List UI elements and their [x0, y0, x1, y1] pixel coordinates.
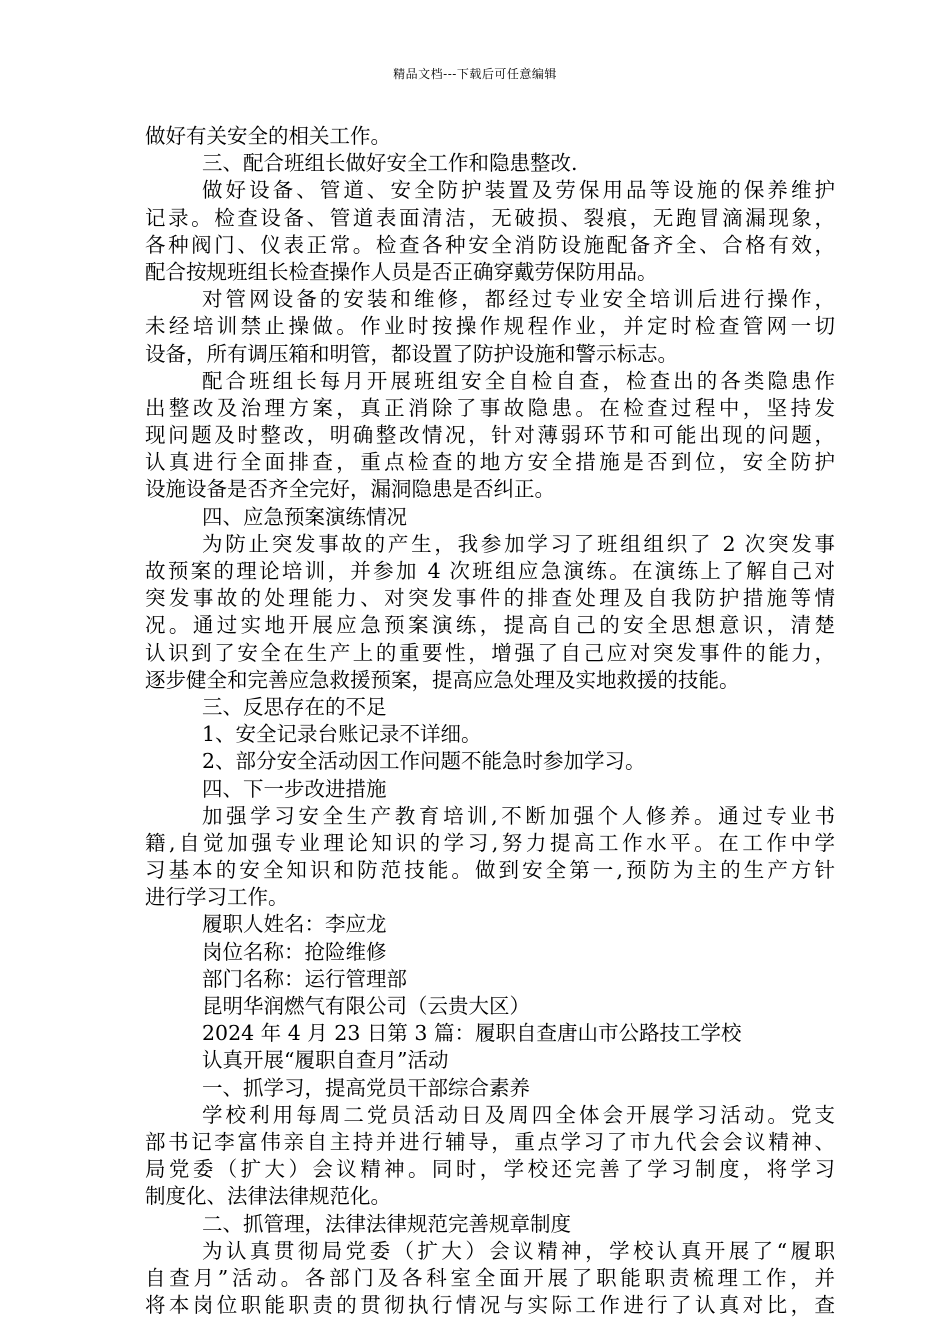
text-line: 岗位名称：抢险维修 [202, 939, 387, 964]
text-line: 制度化、法律法律规范化。 [145, 1184, 391, 1209]
text-line: 逐步健全和完善应急救援预案，提高应急处理及实地救援的技能。 [145, 667, 740, 692]
text-line: 履职人姓名：李应龙 [202, 912, 387, 937]
text-line: 认真进行全面排查，重点检查的地方安全措施是否到位，安全防护 [145, 450, 835, 475]
text-line: 为防止突发事故的产生，我参加学习了班组组织了 2 次突发事 [202, 531, 835, 556]
page-header: 精品文档---下载后可任意编辑 [393, 67, 557, 81]
text-line: 突发事故的处理能力、对突发事件的排查处理及自我防护措施等情 [145, 586, 835, 611]
text-line: 认识到了安全在生产上的重要性，增强了自己应对突发事件的能力， [145, 640, 835, 665]
text-line: 籍,自觉加强专业理论知识的学习,努力提高工作水平。在工作中学 [145, 830, 835, 855]
text-line: 对管网设备的安装和维修，都经过专业安全培训后进行操作， [202, 287, 835, 312]
text-line: 局党委（扩大）会议精神。同时，学校还完善了学习制度，将学习 [145, 1157, 835, 1182]
text-line: 部门名称：运行管理部 [202, 966, 407, 991]
text-line: 出整改及治理方案，真正消除了事故隐患。在检查过程中，坚持发 [145, 395, 835, 420]
text-line: 为认真贯彻局党委（扩大）会议精神，学校认真开展了“履职 [202, 1238, 835, 1263]
text-line: 配合按规班组长检查操作人员是否正确穿戴劳保防用品。 [145, 259, 658, 284]
text-line: 2、部分安全活动因工作问题不能急时参加学习。 [202, 749, 646, 774]
text-line: 习基本的安全知识和防范技能。做到安全第一,预防为主的生产方针 [145, 858, 835, 883]
text-line: 记录。检查设备、管道表面清洁，无破损、裂痕，无跑冒滴漏现象， [145, 205, 835, 230]
text-line: 加强学习安全生产教育培训,不断加强个人修养。通过专业书 [202, 803, 835, 828]
text-line: 认真开展“履职自查月”活动 [202, 1048, 449, 1073]
text-line: 做好设备、管道、安全防护装置及劳保用品等设施的保养维护 [202, 178, 835, 203]
text-line: 故预案的理论培训，并参加 4 次班组应急演练。在演练上了解自己对 [145, 559, 835, 583]
text-line: 三、配合班组长做好安全工作和隐患整改. [202, 151, 578, 176]
text-line: 昆明华润燃气有限公司（云贵大区） [202, 994, 530, 1018]
text-line: 各种阀门、仪表正常。检查各种安全消防设施配备齐全、合格有效， [145, 232, 835, 257]
text-line: 设施设备是否齐全完好，漏洞隐患是否纠正。 [145, 477, 555, 502]
text-line: 一、抓学习，提高党员干部综合素养 [202, 1075, 530, 1100]
text-line: 四、应急预案演练情况 [202, 504, 407, 529]
text-line: 未经培训禁止操做。作业时按操作规程作业，并定时检查管网一切 [145, 314, 835, 339]
document-body [145, 123, 835, 1319]
text-line: 二、抓管理，法律法律规范完善规章制度 [202, 1211, 571, 1236]
text-line: 四、下一步改进措施 [202, 776, 387, 801]
text-line: 配合班组长每月开展班组安全自检自查，检查出的各类隐患作 [202, 368, 835, 393]
text-line: 设备，所有调压箱和明管，都设置了防护设施和警示标志。 [145, 341, 678, 366]
text-line: 现问题及时整改，明确整改情况，针对薄弱环节和可能出现的问题， [145, 423, 835, 448]
text-line: 1、安全记录台账记录不详细。 [202, 722, 482, 747]
text-line: 三、反思存在的不足 [202, 694, 387, 719]
text-line: 自查月”活动。各部门及各科室全面开展了职能职责梳理工作，并 [145, 1265, 835, 1290]
text-line: 做好有关安全的相关工作。 [145, 124, 391, 148]
text-line: 进行学习工作。 [145, 885, 289, 910]
text-line: 将本岗位职能职责的贯彻执行情况与实际工作进行了认真对比，查 [145, 1293, 835, 1318]
text-line: 2024 年 4 月 23 日第 3 篇：履职自查唐山市公路技工学校 [202, 1021, 742, 1046]
text-line: 部书记李富伟亲自主持并进行辅导，重点学习了市九代会会议精神、 [145, 1129, 835, 1154]
text-line: 学校利用每周二党员活动日及周四全体会开展学习活动。党支 [202, 1102, 835, 1127]
text-line: 况。通过实地开展应急预案演练，提高自己的安全思想意识，清楚 [145, 613, 835, 638]
